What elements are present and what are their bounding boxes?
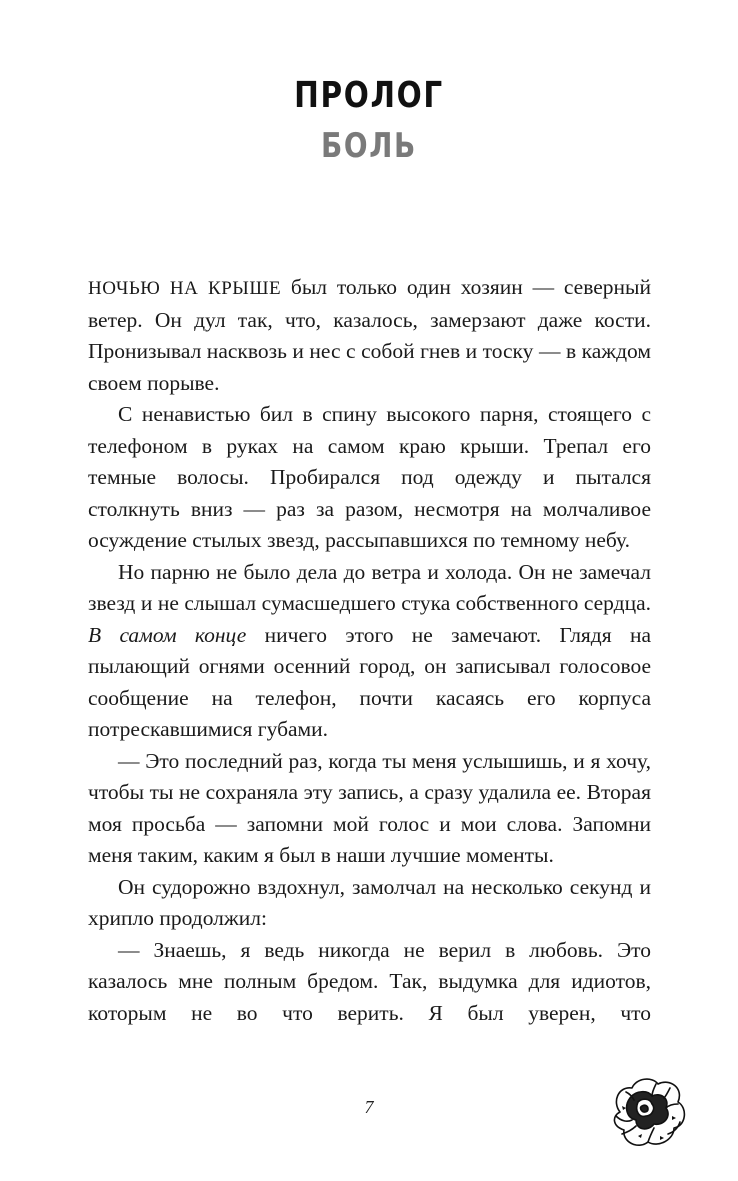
paragraph-lead: НОЧЬЮ НА КРЫШЕ — [88, 278, 282, 299]
paragraph: — Это последний раз, когда ты меня услышишь, и я хочу, чтобы ты не сохраняла эту запись, а сразу удалила ее. Вторая моя просьба — запомни мой голос и мои слова. Запомни меня таким, каким я был в наши лучшие моменты. — [88, 748, 651, 867]
paragraph-text: Но парню не было дела до ветра и холода. Он не замечал звезд и не слышал сумасшедшего стука собственного сердца. — [88, 559, 651, 615]
paragraph: — Знаешь, я ведь никогда не верил в любовь. Это казалось мне полным бредом. Так, выдумка для идиотов, которым не во что верить. Я был уверен, что — [88, 937, 651, 1025]
chapter-title: ПРОЛОГ — [294, 75, 444, 116]
chapter-subtitle: БОЛЬ — [321, 126, 417, 166]
italic-phrase: В самом конце — [88, 622, 247, 647]
body-text — [88, 272, 651, 1029]
paragraph-text: был только один хозяин — северный ветер. Он дул так, что, казалось, замерзают даже кости. Пронизывал насквозь и нес с собой гнев и тоску — в каждом своем порыве. — [88, 275, 651, 395]
paragraph: С ненавистью бил в спину высокого парня, стоящего с телефоном в руках на самом краю крыши. Трепал его темные волосы. Пробирался под одежду и пытался столкнуть вниз — раз за разом, несмотря на молчаливое осуждение стылых звезд, рассыпавшихся по темному небу. — [88, 402, 651, 552]
paragraph: Он судорожно вздохнул, замолчал на несколько секунд и хрипло продолжил: — [88, 874, 651, 930]
paragraph-text: ничего этого не замечают. Глядя на пылающий огнями осенний город, он записывал голосовое сообщение на телефон, почти касаясь его корпуса потрескавшимися губами. — [88, 622, 651, 741]
paragraph — [88, 272, 651, 399]
rose-icon — [608, 1072, 690, 1152]
paragraph — [88, 557, 651, 746]
page-number: 7 — [364, 1097, 374, 1117]
chapter-heading — [0, 74, 738, 168]
